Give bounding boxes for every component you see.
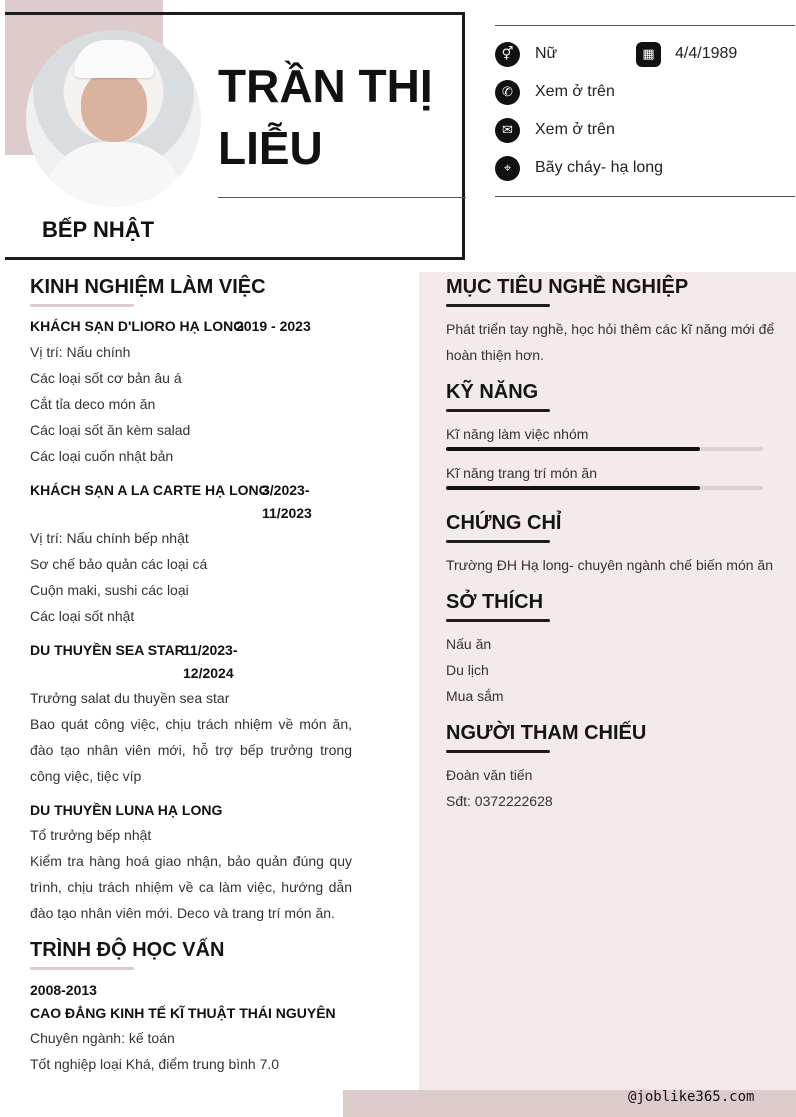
contact-email: Xem ở trên — [535, 121, 615, 138]
objective-underline — [446, 304, 550, 307]
photo-chef-hat — [74, 40, 154, 78]
footer-site-link[interactable]: @joblike365.com — [628, 1089, 755, 1105]
skills-heading: KỸ NĂNG — [446, 381, 539, 403]
reference-phone: Sđt: 0372222628 — [446, 793, 553, 809]
job-3-line: Trưởng salat du thuyền sea star — [30, 690, 230, 706]
education-major: Chuyên ngành: kế toán — [30, 1030, 175, 1046]
hobbies-heading: SỞ THÍCH — [446, 591, 544, 613]
job-3-period-start: 11/2023- — [183, 642, 238, 658]
hobby-item: Du lịch — [446, 662, 489, 678]
education-heading: TRÌNH ĐỘ HỌC VẤN — [30, 939, 225, 961]
education-years: 2008-2013 — [30, 982, 97, 998]
hobby-item: Nấu ăn — [446, 636, 492, 652]
job-2-company: KHÁCH SẠN A LA CARTE HẠ LONG — [30, 482, 270, 498]
experience-heading: KINH NGHIỆM LÀM VIỆC — [30, 276, 266, 298]
name-divider — [218, 197, 466, 198]
job-1-line: Vị trí: Nấu chính — [30, 344, 131, 360]
certificate-text: Trường ĐH Hạ long- chuyên ngành chế biến món ăn — [446, 557, 773, 573]
skill-bar-fill — [446, 447, 700, 451]
contact-phone: Xem ở trên — [535, 83, 615, 100]
job-2-line: Các loại sốt nhật — [30, 608, 135, 624]
job-3-description: Bao quát công việc, chịu trách nhiệm về món ăn, đào tạo nhân viên mới, hỗ trợ bếp trưởng trong công việc, tiệc víp — [30, 716, 352, 784]
job-1-line: Các loại sốt cơ bản âu á — [30, 370, 182, 386]
experience-underline — [30, 304, 134, 307]
certificates-heading: CHỨNG CHỈ — [446, 512, 562, 534]
job-title: BẾP NHẬT — [42, 217, 155, 242]
education-grade: Tốt nghiệp loại Khá, điểm trung bình 7.0 — [30, 1056, 280, 1072]
profile-photo — [26, 30, 201, 207]
job-2-line: Sơ chế bảo quản các loại cá — [30, 556, 208, 572]
hobby-item: Mua sắm — [446, 688, 504, 704]
envelope-icon: ✉ — [495, 118, 520, 143]
candidate-name: TRẦN THỊ LIỄU — [218, 60, 433, 174]
gender-icon: ⚥ — [495, 42, 520, 67]
contact-address: Bãy cháy- hạ long — [535, 159, 664, 176]
job-1-period: 2019 - 2023 — [236, 318, 311, 334]
job-3-company: DU THUYỀN SEA STAR — [30, 642, 185, 658]
references-underline — [446, 750, 550, 753]
location-pin-icon: ⌖ — [495, 156, 520, 181]
contact-gender: Nữ — [535, 45, 558, 62]
skill-label: Kĩ năng trang trí món ăn — [446, 465, 597, 481]
photo-coat — [44, 142, 184, 207]
objective-heading: MỤC TIÊU NGHỀ NGHIỆP — [446, 276, 689, 298]
certificates-underline — [446, 540, 550, 543]
hobbies-underline — [446, 619, 550, 622]
skills-underline — [446, 409, 550, 412]
job-2-period-start: 3/2023- — [262, 482, 310, 498]
job-2-line: Vị trí: Nấu chính bếp nhật — [30, 530, 189, 546]
reference-name: Đoàn văn tiến — [446, 767, 533, 783]
job-3-period-end: 12/2024 — [183, 665, 234, 681]
job-2-period-end: 11/2023 — [262, 505, 312, 521]
job-4-line: Tổ trưởng bếp nhật — [30, 827, 152, 843]
photo-face — [81, 72, 147, 142]
job-4-description: Kiểm tra hàng hoá giao nhận, bảo quản đúng quy trình, chịu trách nhiệm về ca làm việc, hướng dẫn đào tạo nhân viên mới. Deco và trang trí món ăn. — [30, 853, 352, 921]
skill-label: Kĩ năng làm việc nhóm — [446, 426, 589, 442]
contact-birthdate: 4/4/1989 — [675, 45, 738, 62]
education-underline — [30, 967, 134, 970]
phone-icon: ✆ — [495, 80, 520, 105]
job-1-line: Các loại sốt ăn kèm salad — [30, 422, 191, 438]
objective-text: Phát triển tay nghề, học hỏi thêm các kĩ năng mới để hoàn thiện hơn. — [446, 321, 775, 363]
contact-top-divider — [495, 25, 795, 26]
calendar-icon: ▦ — [636, 42, 661, 67]
skill-bar-fill — [446, 486, 700, 490]
job-2-line: Cuộn maki, sushi các loại — [30, 582, 189, 598]
job-1-line: Cắt tỉa deco món ăn — [30, 396, 156, 412]
job-1-company: KHÁCH SẠN D'LIORO HẠ LONG — [30, 318, 245, 334]
contact-bottom-divider — [495, 196, 795, 197]
education-school: CAO ĐẲNG KINH TẾ KĨ THUẬT THÁI NGUYÊN — [30, 1005, 336, 1021]
references-heading: NGƯỜI THAM CHIẾU — [446, 722, 647, 744]
job-1-line: Các loại cuốn nhật bản — [30, 448, 174, 464]
job-4-company: DU THUYỀN LUNA HẠ LONG — [30, 802, 223, 818]
